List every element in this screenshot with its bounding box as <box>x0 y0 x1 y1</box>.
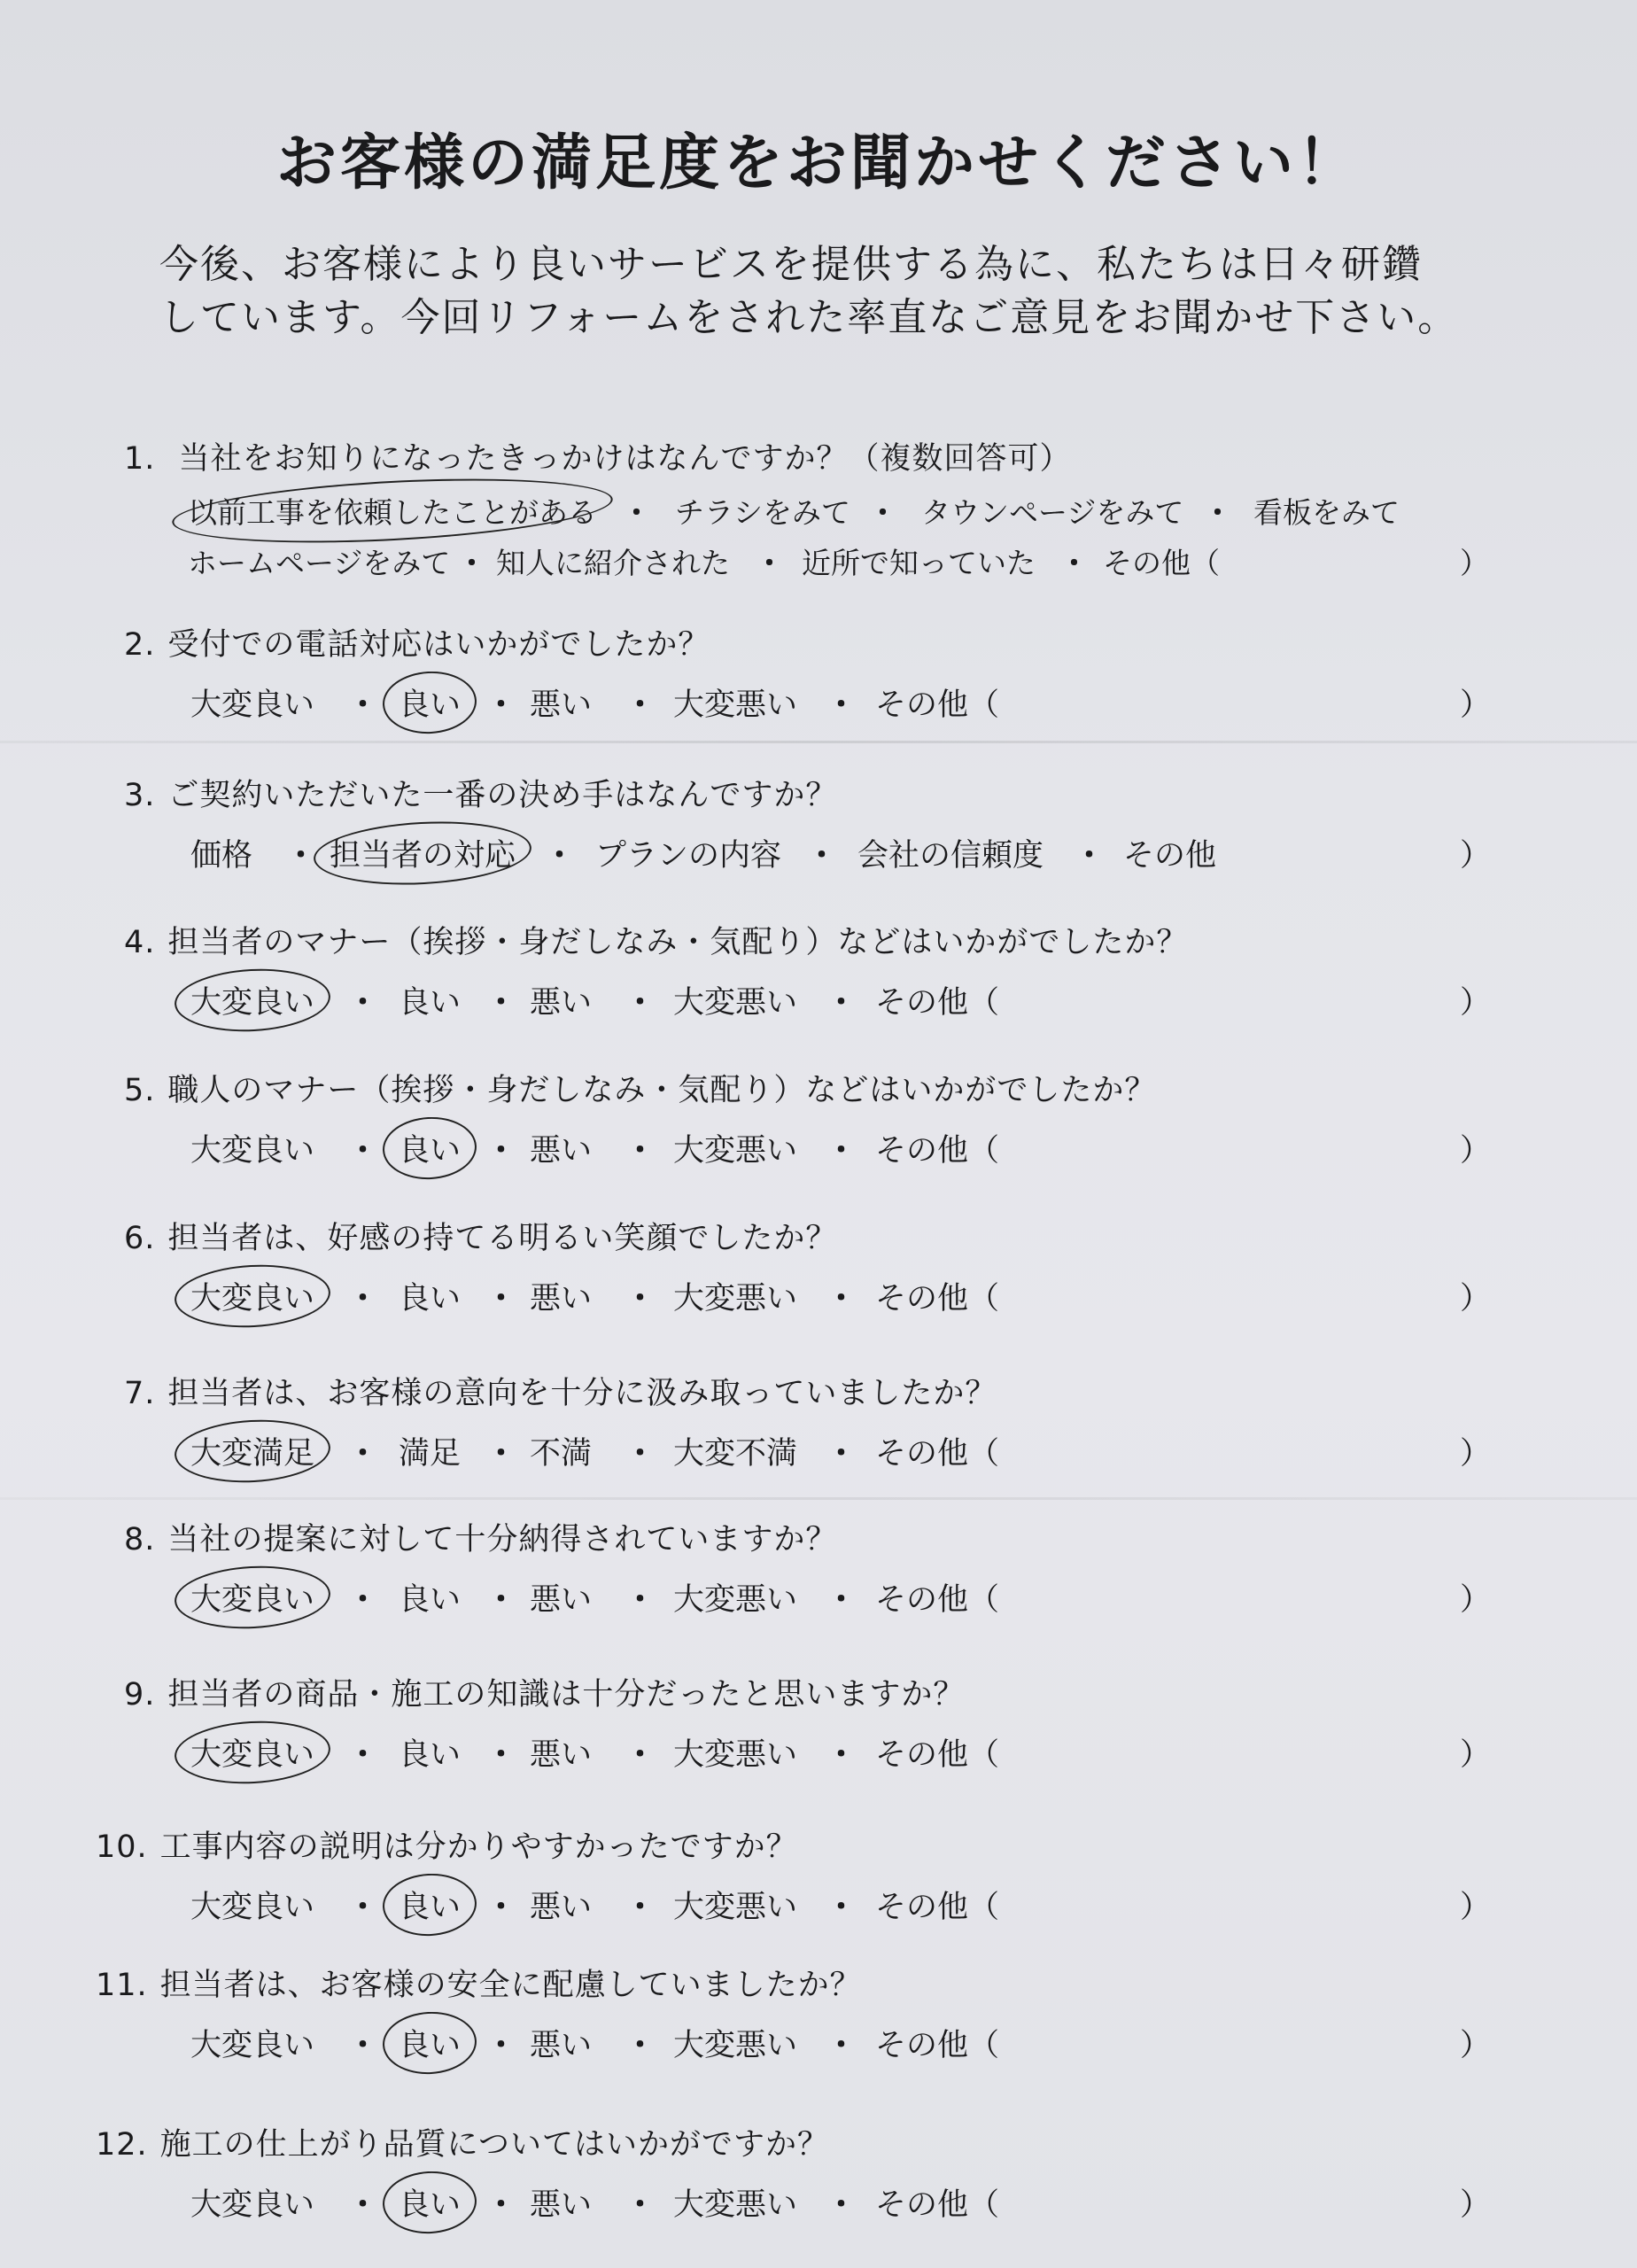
question-8 <box>124 1515 837 1559</box>
question-number: 3. <box>124 778 156 813</box>
intro-line: 今後、お客様により良いサービスを提供する為に、私たちは日々研鑽 <box>159 242 1423 287</box>
answer-option[interactable]: その他（ <box>875 985 1000 1021</box>
question-number: 4. <box>124 925 156 960</box>
answer-option[interactable]: 大変悪い <box>673 1737 798 1773</box>
question-number: 6. <box>124 1221 156 1256</box>
answer-option[interactable]: 良い <box>399 985 462 1021</box>
separator: ・ <box>625 1133 656 1169</box>
separator: ・ <box>806 838 838 874</box>
answer-option[interactable]: 大変良い <box>190 2028 315 2063</box>
answer-option[interactable]: 良い <box>399 1582 462 1618</box>
selected-answer-circle: 大変良い <box>190 1575 314 1619</box>
separator: ・ <box>347 1436 379 1472</box>
question-3 <box>124 771 837 815</box>
separator: ・ <box>347 2187 379 2223</box>
question-number: 9. <box>124 1677 156 1713</box>
answer-option[interactable]: 良い <box>399 1281 462 1317</box>
selected-answer-circle: 以前工事を依頼したことがある <box>188 490 597 532</box>
separator: ・ <box>457 546 486 580</box>
question-number: 8. <box>124 1522 156 1557</box>
question-text: 担当者は、好感の持てる明るい笑顔でしたか？ <box>167 1221 838 1256</box>
separator: ・ <box>625 1582 656 1618</box>
selected-answer-circle: 良い <box>399 2180 461 2225</box>
separator: ・ <box>625 1281 656 1317</box>
close-paren: ） <box>1460 2028 1492 2063</box>
separator: ・ <box>622 495 651 530</box>
answer-option[interactable] <box>190 1575 314 1619</box>
question-number: 7. <box>124 1376 156 1411</box>
question-number: 2. <box>124 627 156 663</box>
answer-option[interactable] <box>190 978 314 1022</box>
answer-option[interactable]: その他（ <box>875 1737 1000 1773</box>
answer-option[interactable]: プランの内容 <box>595 838 782 874</box>
answer-option[interactable]: 大変良い <box>190 2187 315 2223</box>
answer-option[interactable]: 大変良い <box>190 1133 315 1169</box>
separator: ・ <box>1074 838 1106 874</box>
answer-option[interactable]: 大変不満 <box>673 1436 798 1472</box>
separator: ・ <box>868 495 897 530</box>
separator: ・ <box>347 2028 379 2063</box>
question-10 <box>96 1822 798 1867</box>
answer-option[interactable]: 悪い <box>530 1890 593 1925</box>
separator: ・ <box>347 985 379 1021</box>
q1-option[interactable]: 知人に紹介された <box>496 546 730 580</box>
q1-option[interactable]: その他（ <box>1103 546 1220 580</box>
q1-option[interactable]: 看板をみて <box>1253 495 1400 530</box>
question-7 <box>124 1369 997 1413</box>
answer-option[interactable]: 大変良い <box>190 1890 315 1925</box>
answer-option[interactable]: 会社の信頼度 <box>857 838 1044 874</box>
answer-option[interactable]: 大変悪い <box>673 687 798 723</box>
paper-fold <box>0 741 1637 743</box>
separator: ・ <box>625 1737 656 1773</box>
answer-option[interactable]: 大変悪い <box>673 2028 798 2063</box>
separator: ・ <box>485 1737 517 1773</box>
answer-option[interactable]: その他（ <box>875 1436 1000 1472</box>
separator: ・ <box>1059 546 1089 580</box>
question-11 <box>96 1961 862 2005</box>
intro-line: しています。今回リフォームをされた率直なご意見をお聞かせ下さい。 <box>159 295 1459 340</box>
separator: ・ <box>826 1133 857 1169</box>
answer-option[interactable] <box>330 831 516 875</box>
separator: ・ <box>485 1582 517 1618</box>
separator: ・ <box>1203 495 1232 530</box>
answer-option[interactable]: 悪い <box>530 687 593 723</box>
separator: ・ <box>826 1281 857 1317</box>
separator: ・ <box>625 985 656 1021</box>
answer-option[interactable]: 大変悪い <box>673 1890 798 1925</box>
answer-option[interactable]: 満足 <box>399 1436 462 1472</box>
answer-option[interactable] <box>399 680 461 725</box>
answer-option[interactable] <box>399 1126 461 1170</box>
question-text: 工事内容の説明は分かりやすかったですか？ <box>159 1829 798 1865</box>
separator: ・ <box>485 2028 517 2063</box>
q1-option[interactable]: タウンページをみて <box>921 495 1184 530</box>
question-4 <box>124 918 1188 962</box>
separator: ・ <box>485 1281 517 1317</box>
separator: ・ <box>625 1890 656 1925</box>
answer-option[interactable]: その他（ <box>875 687 1000 723</box>
separator: ・ <box>544 838 576 874</box>
answer-option[interactable]: 悪い <box>530 1737 593 1773</box>
question-text: 当社の提案に対して十分納得されていますか？ <box>167 1522 838 1557</box>
close-paren: ） <box>1460 985 1492 1021</box>
separator: ・ <box>826 985 857 1021</box>
close-paren: ） <box>1460 1737 1492 1773</box>
answer-option[interactable]: その他（ <box>875 2028 1000 2063</box>
question-2 <box>124 620 710 664</box>
question-9 <box>124 1670 965 1714</box>
close-paren: ） <box>1460 1133 1492 1169</box>
close-paren: ） <box>1460 687 1492 723</box>
question-6 <box>124 1214 837 1258</box>
q1-option[interactable]: チラシをみて <box>675 495 850 530</box>
q1-option[interactable]: 近所で知っていた <box>802 546 1036 580</box>
separator: ・ <box>347 1133 379 1169</box>
question-number: 1. <box>124 441 156 477</box>
answer-option[interactable]: その他（ <box>875 1582 1000 1618</box>
question-5 <box>124 1066 1156 1110</box>
separator: ・ <box>826 1582 857 1618</box>
separator: ・ <box>285 838 317 874</box>
answer-option[interactable] <box>399 2021 461 2065</box>
separator: ・ <box>826 1436 857 1472</box>
question-number: 10. <box>96 1829 148 1865</box>
paper-fold <box>0 1497 1637 1500</box>
separator: ・ <box>347 1737 379 1773</box>
separator: ・ <box>625 2187 656 2223</box>
answer-option[interactable]: 悪い <box>530 2187 593 2223</box>
separator: ・ <box>826 1737 857 1773</box>
question-number: 11. <box>96 1968 148 2003</box>
separator: ・ <box>485 1890 517 1925</box>
question-text: 当社をお知りになったきっかけはなんですか？（複数回答可） <box>178 441 1072 477</box>
selected-answer-circle: 良い <box>399 1883 461 1927</box>
answer-option[interactable]: 悪い <box>530 1133 593 1169</box>
answer-option[interactable]: 良い <box>399 1737 462 1773</box>
selected-answer-circle: 大変満足 <box>190 1429 314 1473</box>
answer-option[interactable]: 悪い <box>530 1582 593 1618</box>
close-paren: ） <box>1460 1436 1492 1472</box>
question-text: 担当者は、お客様の安全に配慮していましたか？ <box>159 1968 862 2003</box>
separator: ・ <box>826 2187 857 2223</box>
answer-option[interactable]: 大変良い <box>190 687 315 723</box>
question-text: 施工の仕上がり品質についてはいかがですか？ <box>159 2127 829 2163</box>
question-number: 5. <box>124 1073 156 1108</box>
question-text: 担当者のマナー（挨拶・身だしなみ・気配り）などはいかがでしたか？ <box>167 925 1189 960</box>
separator: ・ <box>826 687 857 723</box>
answer-option[interactable]: 大変悪い <box>673 985 798 1021</box>
separator: ・ <box>755 546 784 580</box>
separator: ・ <box>347 687 379 723</box>
selected-answer-circle: 担当者の対応 <box>330 831 516 875</box>
answer-option[interactable]: その他（ <box>875 1133 1000 1169</box>
question-text: 受付での電話対応はいかがでしたか？ <box>167 627 710 663</box>
close-paren: ） <box>1460 546 1489 580</box>
answer-option[interactable] <box>399 2180 461 2225</box>
separator: ・ <box>826 2028 857 2063</box>
answer-option[interactable]: 価格 <box>190 838 253 874</box>
close-paren: ） <box>1460 838 1492 874</box>
separator: ・ <box>347 1582 379 1618</box>
answer-option[interactable]: 悪い <box>530 1281 593 1317</box>
q1-option[interactable]: ホームページをみて <box>188 546 451 580</box>
separator: ・ <box>485 2187 517 2223</box>
selected-answer-circle: 良い <box>399 2021 461 2065</box>
question-number: 12. <box>96 2127 148 2163</box>
question-text: 職人のマナー（挨拶・身だしなみ・気配り）などはいかがでしたか？ <box>167 1073 1157 1108</box>
close-paren: ） <box>1460 2187 1492 2223</box>
question-text: 担当者の商品・施工の知識は十分だったと思いますか？ <box>167 1677 966 1713</box>
answer-option[interactable]: 大変悪い <box>673 1582 798 1618</box>
separator: ・ <box>485 985 517 1021</box>
close-paren: ） <box>1460 1582 1492 1618</box>
question-text: ご契約いただいた一番の決め手はなんですか？ <box>167 778 838 813</box>
answer-option[interactable]: 大変悪い <box>673 2187 798 2223</box>
answer-option[interactable]: その他（ <box>875 1281 1000 1317</box>
close-paren: ） <box>1460 1890 1492 1925</box>
answer-option[interactable]: 悪い <box>530 2028 593 2063</box>
answer-option[interactable]: 大変悪い <box>673 1281 798 1317</box>
question-12 <box>96 2120 829 2164</box>
separator: ・ <box>485 1436 517 1472</box>
q1-option[interactable] <box>188 490 597 532</box>
answer-option[interactable] <box>190 1730 314 1775</box>
selected-answer-circle: 良い <box>399 680 461 725</box>
answer-option[interactable]: 悪い <box>530 985 593 1021</box>
selected-answer-circle: 大変良い <box>190 1274 314 1318</box>
separator: ・ <box>826 1890 857 1925</box>
selected-answer-circle: 大変良い <box>190 1730 314 1775</box>
separator: ・ <box>347 1281 379 1317</box>
answer-option[interactable] <box>190 1274 314 1318</box>
answer-option[interactable]: その他 <box>1123 838 1217 874</box>
answer-option[interactable] <box>399 1883 461 1927</box>
selected-answer-circle: 良い <box>399 1126 461 1170</box>
close-paren: ） <box>1460 1281 1492 1317</box>
answer-option[interactable]: 大変悪い <box>673 1133 798 1169</box>
answer-option[interactable] <box>190 1429 314 1473</box>
separator: ・ <box>485 687 517 723</box>
separator: ・ <box>625 2028 656 2063</box>
question-1 <box>124 434 1072 478</box>
question-text: 担当者は、お客様の意向を十分に汲み取っていましたか？ <box>167 1376 997 1411</box>
separator: ・ <box>625 687 656 723</box>
page-title: お客様の満足度をお聞かせください！ <box>275 128 1361 198</box>
answer-option[interactable]: その他（ <box>875 2187 1000 2223</box>
selected-answer-circle: 大変良い <box>190 978 314 1022</box>
answer-option[interactable]: その他（ <box>875 1890 1000 1925</box>
separator: ・ <box>625 1436 656 1472</box>
answer-option[interactable]: 不満 <box>530 1436 593 1472</box>
separator: ・ <box>485 1133 517 1169</box>
separator: ・ <box>347 1890 379 1925</box>
